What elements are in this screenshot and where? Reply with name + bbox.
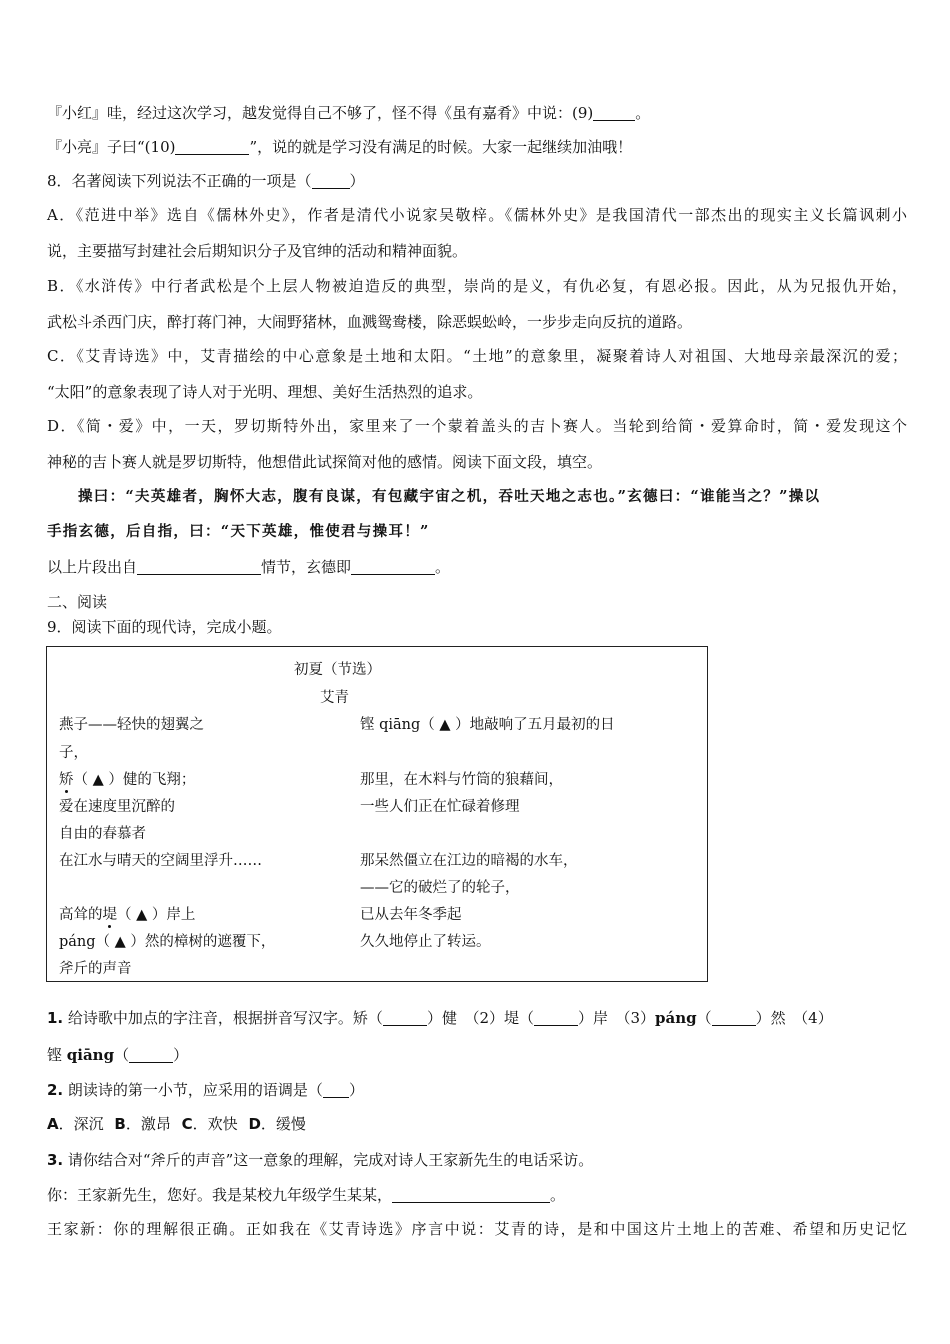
option-b-line2: 武松斗杀西门庆，醉打蒋门神，大闹野猪林，血溅鸳鸯楼，除恶蜈蚣岭，一步步走向反抗的道路。 [47, 313, 693, 331]
question-9-stem: 9．阅读下面的现代诗，完成小题。 [47, 618, 282, 636]
question-text: ）然 （4） [755, 1009, 833, 1027]
subquestion-2-options [47, 1114, 306, 1134]
dialogue-text: 『小亮』子曰“(10) [47, 138, 176, 156]
option-d-line1: D．《简・爱》中，一天，罗切斯特外出，家里来了一个蒙着盖头的吉卜赛人。当轮到给简・爱算命时，简・爱发现这个 [47, 417, 907, 435]
question-text: ） [349, 172, 365, 190]
question-text: ） [348, 1081, 364, 1099]
poem-title: 初夏（节选） [294, 662, 381, 678]
option-text: ．缓慢 [260, 1115, 306, 1133]
fill-text: 以上片段出自 [47, 558, 138, 576]
question-text: （ [114, 1046, 130, 1064]
poem-line: 久久地停止了转运。 [360, 934, 491, 950]
question-text: 请你结合对“斧斤的声音”这一意象的理解，完成对诗人王家新先生的电话采访。 [67, 1151, 594, 1169]
subquestion-3 [47, 1150, 593, 1170]
pinyin-text: páng [655, 1009, 697, 1027]
poem-line [59, 771, 195, 789]
excerpt-fill [47, 557, 450, 577]
question-8-stem [47, 171, 365, 191]
poem-line: 在江水与晴天的空阔里浮升…… [59, 853, 262, 869]
poem-author: 艾青 [320, 690, 349, 706]
excerpt-line1: 操曰：“夫英雄者，胸怀大志，腹有良谋，有包藏宇宙之机，吞吐天地之志也。”玄德曰：“谁能当之？”操以 [78, 488, 821, 505]
poem-text: （ ▲ ）岸上 [117, 907, 196, 923]
answer-blank[interactable] [712, 1009, 756, 1026]
interview-you [47, 1185, 565, 1205]
poem-line: 子， [59, 745, 88, 761]
interview-wang: 王家新：你的理解很正确。正如我在《艾青诗选》序言中说：艾青的诗，是和中国这片土地上的苦难、希望和历史记忆 [47, 1220, 907, 1238]
poem-line: 那里，在木料与竹筒的狼藉间， [360, 772, 563, 788]
poem-line: ——它的破烂了的轮子， [360, 880, 520, 896]
question-number: 3. [47, 1151, 64, 1169]
answer-blank[interactable] [383, 1009, 427, 1026]
answer-blank[interactable] [392, 1186, 550, 1203]
poem-line: 铿 qiāng（ ▲ ）地敲响了五月最初的日 [360, 717, 615, 733]
option-text: ．激昂 [125, 1115, 171, 1133]
dialogue-text: 。 [635, 104, 651, 122]
option-a-line1: A．《范进中举》选自《儒林外史》，作者是清代小说家吴敬梓。《儒林外史》是我国清代一部杰出的现实主义长篇讽刺小 [47, 206, 907, 224]
option-letter[interactable]: D [248, 1115, 261, 1133]
poem-line: 爱在速度里沉醉的 [59, 799, 175, 815]
option-a-line2: 说，主要描写封建社会后期知识分子及官绅的活动和精神面貌。 [47, 242, 468, 260]
poem-line [59, 906, 195, 924]
answer-blank[interactable] [351, 558, 435, 575]
answer-blank[interactable] [129, 1046, 173, 1063]
poem-line: 已从去年冬季起 [360, 907, 462, 923]
option-c-line1: C．《艾青诗选》中，艾青描绘的中心意象是土地和太阳。“土地”的意象里，凝聚着诗人对祖国、大地母亲最深沉的爱； [47, 347, 907, 365]
option-letter[interactable]: C [181, 1115, 193, 1133]
interview-text: 你：王家新先生，您好。我是某校九年级学生某某， [47, 1186, 393, 1204]
option-text: ．欢快 [192, 1115, 238, 1133]
fill-text: 。 [435, 558, 451, 576]
question-number: 1. [47, 1009, 64, 1027]
poem-line: 燕子——轻快的翅翼之 [59, 717, 204, 733]
answer-blank[interactable] [137, 558, 261, 575]
subquestion-1 [47, 1008, 833, 1028]
poem-line: 自由的春慕者 [59, 826, 146, 842]
poem-line: 那呆然僵立在江边的暗褐的水车， [360, 853, 578, 869]
dialogue-xiaoliang [47, 137, 632, 157]
poem-text: 高耸的 [59, 907, 103, 923]
poem-line: 一些人们正在忙碌着修理 [360, 799, 520, 815]
question-text: 朗读诗的第一小节，应采用的语调是（ [67, 1081, 323, 1099]
poem-line: 斧斤的声音 [59, 961, 132, 977]
question-text: 8．名著阅读下列说法不正确的一项是（ [47, 172, 312, 190]
section-heading: 二、阅读 [47, 593, 108, 611]
poem-text: （ ▲ ）健的飞翔； [73, 772, 196, 788]
answer-blank[interactable] [593, 104, 635, 121]
answer-blank[interactable] [534, 1009, 578, 1026]
poem-line: páng（ ▲ ）然的樟树的遮覆下， [59, 934, 276, 950]
excerpt-line2: 手指玄德，后自指，曰：“天下英雄，惟使君与操耳！” [47, 523, 430, 540]
question-text: 铿 [47, 1046, 67, 1064]
dialogue-xiaohong [47, 103, 650, 123]
subquestion-2 [47, 1080, 364, 1100]
pinyin-text: qiāng [66, 1046, 115, 1064]
answer-blank[interactable] [323, 1081, 349, 1098]
option-letter[interactable]: B [114, 1115, 126, 1133]
answer-blank[interactable] [312, 172, 350, 189]
option-text: ．深沉 [58, 1115, 104, 1133]
question-text: （ [696, 1009, 712, 1027]
question-number: 2. [47, 1081, 64, 1099]
question-text: 给诗歌中加点的字注音，根据拼音写汉字。矫（ [67, 1009, 383, 1027]
question-text: ）健 （2）堤（ [426, 1009, 534, 1027]
interview-text: 。 [550, 1186, 566, 1204]
dialogue-text: ”，说的就是学习没有满足的时候。大家一起继续加油哦！ [249, 138, 633, 156]
dialogue-text: 『小红』哇，经过这次学习，越发觉得自己不够了，怪不得《虽有嘉肴》中说：(9) [47, 104, 594, 122]
answer-blank[interactable] [175, 138, 249, 155]
question-text: ）岸 （3） [577, 1009, 656, 1027]
poem-box [46, 646, 708, 982]
option-d-line2: 神秘的吉卜赛人就是罗切斯特，他想借此试探简对他的感情。阅读下面文段，填空。 [47, 453, 603, 471]
option-c-line2: “太阳”的意象表现了诗人对于光明、理想、美好生活热烈的追求。 [47, 383, 483, 401]
dotted-char: 矫 [59, 772, 74, 788]
subquestion-1-line2 [47, 1045, 188, 1065]
option-b-line1: B．《水浒传》中行者武松是个上层人物被迫造反的典型，崇尚的是义，有仇必复，有恩必报。因此，从为兄报仇开始， [47, 277, 907, 295]
dotted-char: 堤 [102, 907, 117, 923]
question-text: ） [173, 1046, 189, 1064]
fill-text: 情节，玄德即 [261, 558, 352, 576]
option-letter[interactable]: A [47, 1115, 59, 1133]
